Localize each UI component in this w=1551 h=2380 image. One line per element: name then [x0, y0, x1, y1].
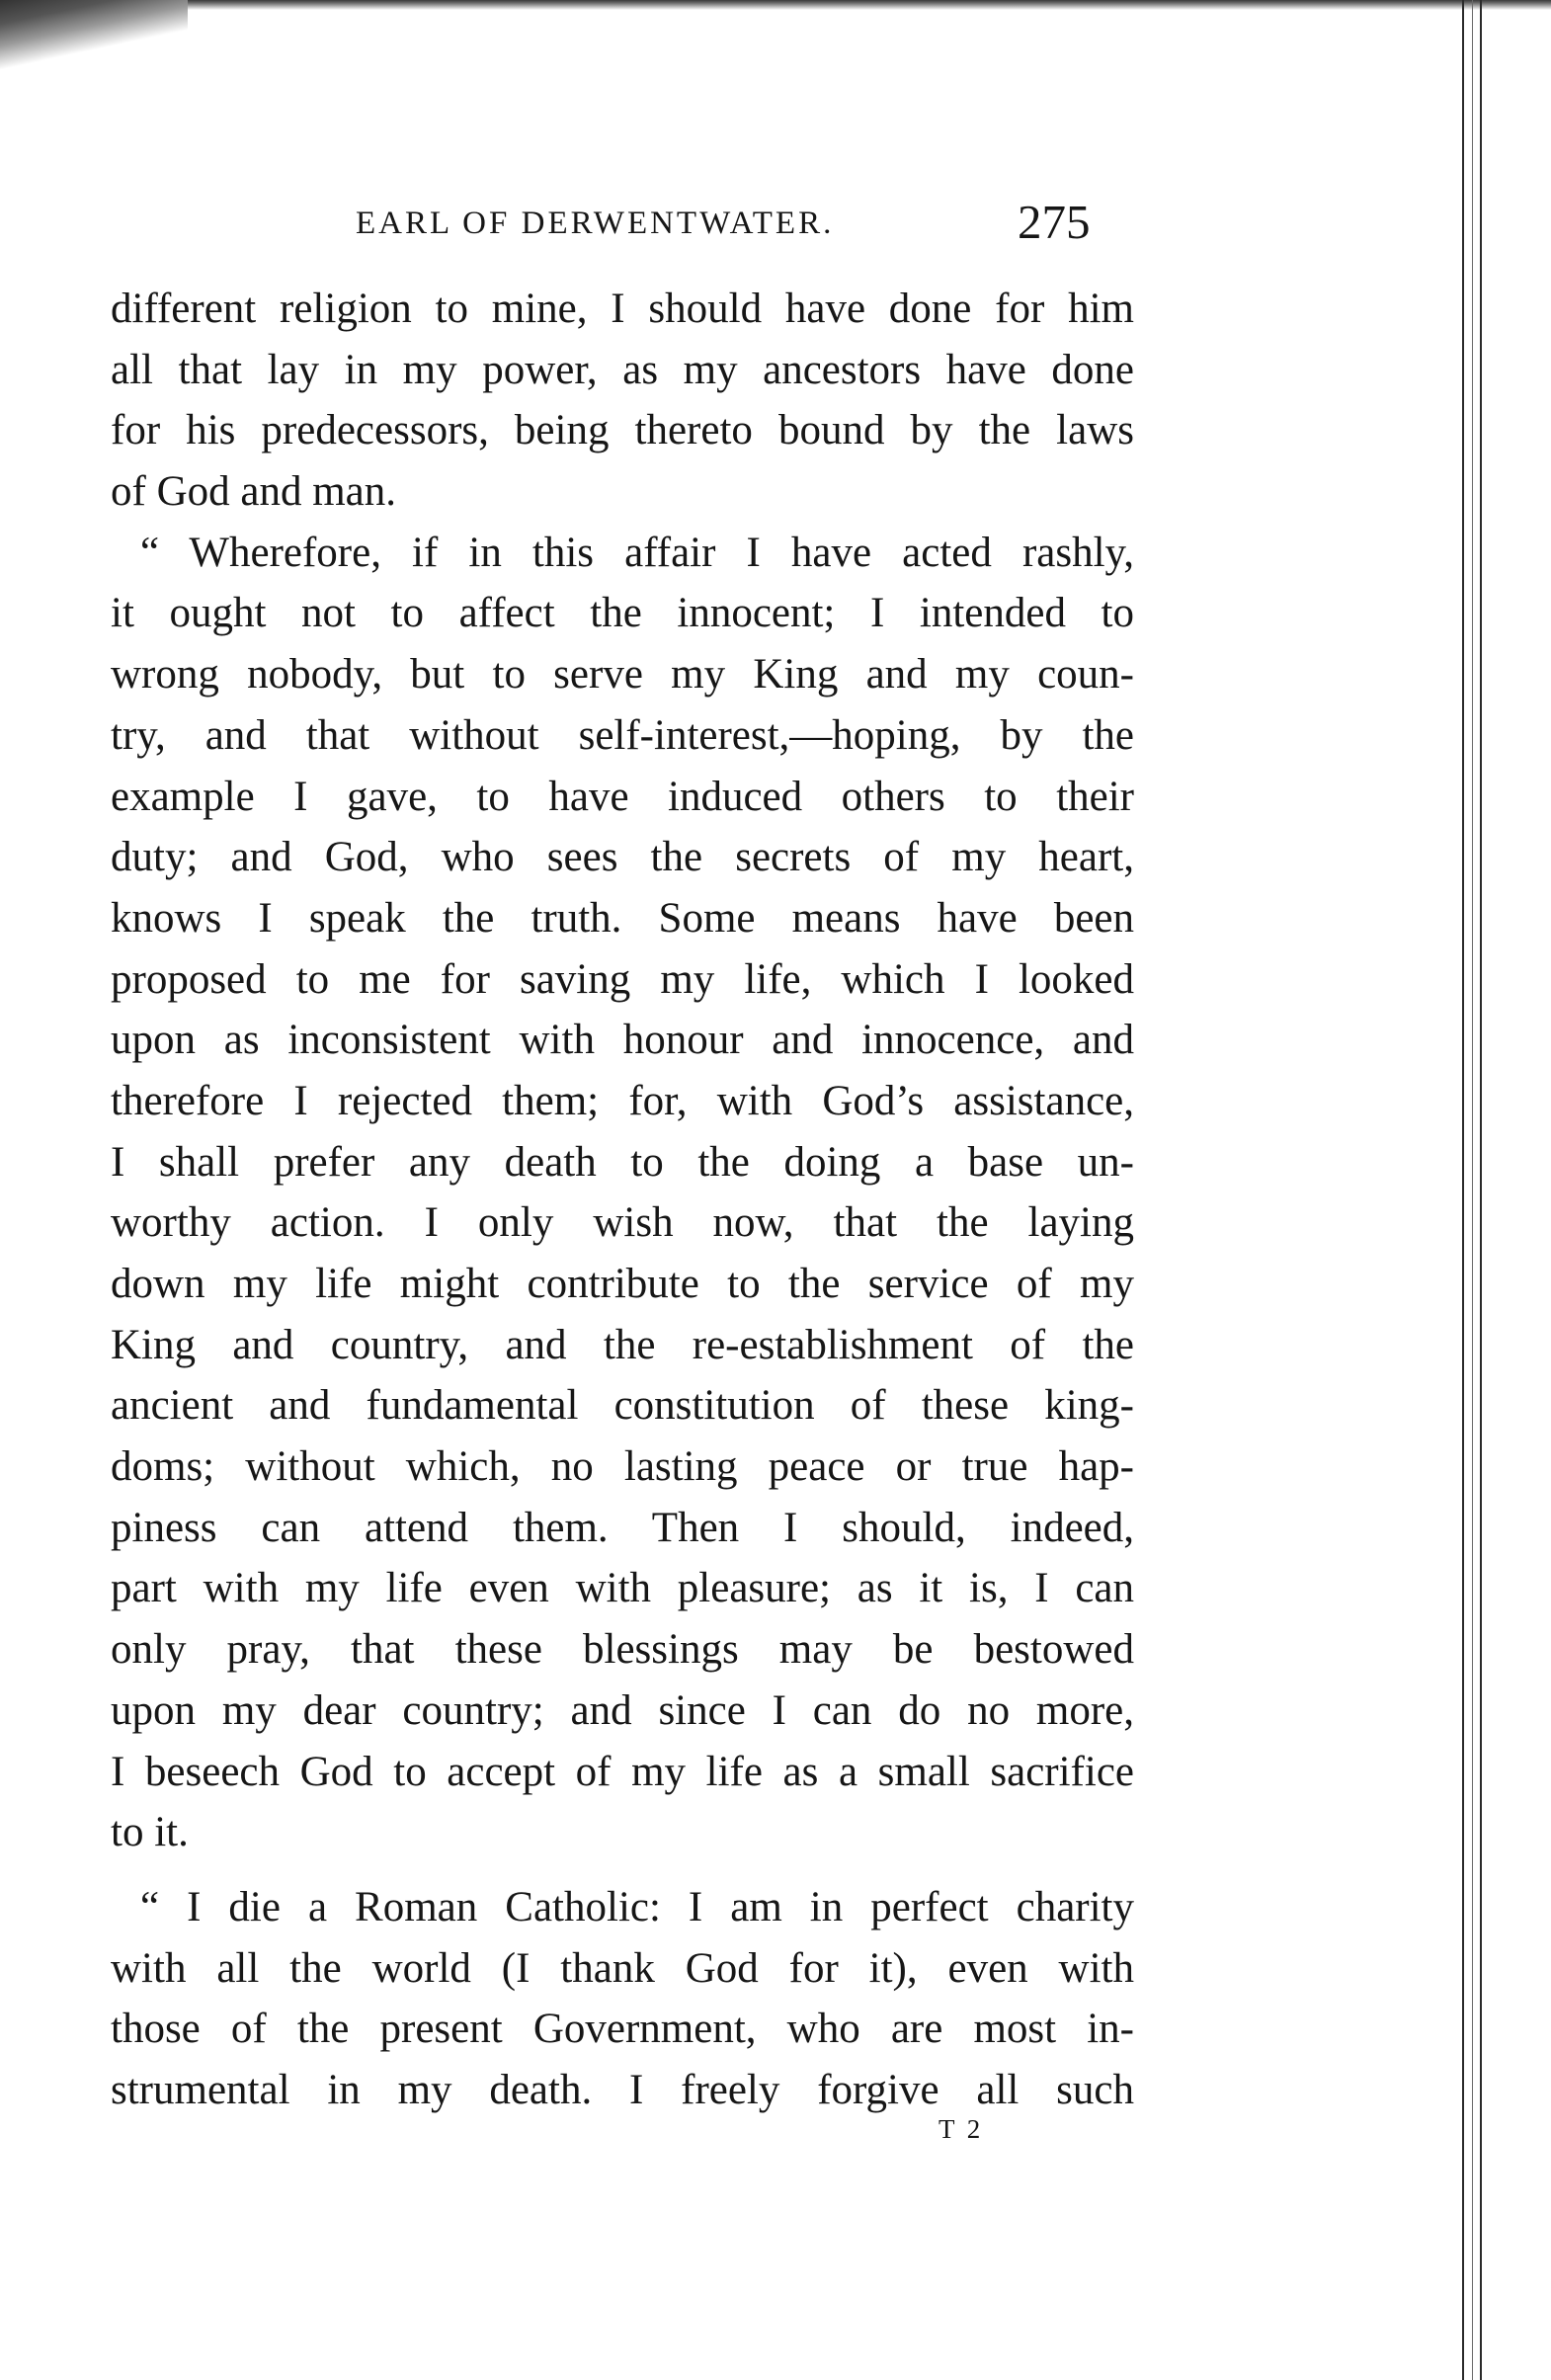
text-line: those of the present Government, who are most in-	[111, 2006, 1134, 2053]
text-line: example I gave, to have induced others to their	[111, 773, 1134, 820]
scan-right-edge	[1458, 0, 1490, 2380]
text-line: I beseech God to accept of my life as a small sacrifice	[111, 1748, 1134, 1795]
text-line: part with my life even with pleasure; as it is, I can	[111, 1565, 1134, 1612]
text-line: I shall prefer any death to the doing a base un-	[111, 1138, 1134, 1186]
signature-mark: T 2	[939, 2114, 984, 2144]
text-line: ancient and fundamental constitution of these king-	[111, 1382, 1134, 1430]
text-line: proposed to me for saving my life, which I looked	[111, 955, 1134, 1003]
text-line: doms; without which, no lasting peace or true hap-	[111, 1443, 1134, 1491]
text-line: different religion to mine, I should have done for him	[111, 286, 1134, 332]
text-line: strumental in my death. I freely forgive all such	[111, 2066, 1134, 2113]
text-line: duty; and God, who sees the secrets of my heart,	[111, 834, 1134, 881]
paragraph	[111, 1877, 1134, 2121]
text-line: wrong nobody, but to serve my King and my coun-	[111, 651, 1134, 698]
body-text	[111, 279, 1134, 2121]
text-line: therefore I rejected them; for, with God’s assistance,	[111, 1077, 1134, 1124]
text-line: to it.	[111, 1809, 189, 1856]
text-line: knows I speak the truth. Some means have been	[111, 894, 1134, 942]
page-number: 275	[1018, 195, 1091, 249]
text-line: “ Wherefore, if in this affair I have acted rashly,	[140, 529, 1134, 576]
scan-top-edge	[0, 0, 1551, 10]
running-head: EARL OF DERWENTWATER.	[356, 205, 835, 241]
text-line: with all the world (I thank God for it), even with	[111, 1944, 1134, 1992]
text-line: for his predecessors, being thereto bound by the laws	[111, 407, 1134, 454]
text-line: worthy action. I only wish now, that the laying	[111, 1199, 1134, 1247]
text-line: down my life might contribute to the service of my	[111, 1261, 1134, 1307]
text-line: upon as inconsistent with honour and innocence, and	[111, 1017, 1134, 1064]
scan-corner-shadow	[0, 0, 188, 69]
text-line: try, and that without self-interest,—hoping, by the	[111, 711, 1134, 759]
text-line: upon my dear country; and since I can do no more,	[111, 1686, 1134, 1734]
text-line: only pray, that these blessings may be bestowed	[111, 1626, 1134, 1674]
text-line: King and country, and the re-establishment of the	[111, 1321, 1134, 1368]
paragraph	[111, 279, 1134, 523]
text-line: of God and man.	[111, 468, 396, 516]
text-line: all that lay in my power, as my ancestors have done	[111, 346, 1134, 393]
text-line: piness can attend them. Then I should, indeed,	[111, 1504, 1134, 1551]
text-line: “ I die a Roman Catholic: I am in perfect charity	[140, 1883, 1134, 1930]
text-line: it ought not to affect the innocent; I intended to	[111, 590, 1134, 637]
paragraph-gap	[111, 1863, 1134, 1877]
paragraph	[111, 523, 1134, 1863]
